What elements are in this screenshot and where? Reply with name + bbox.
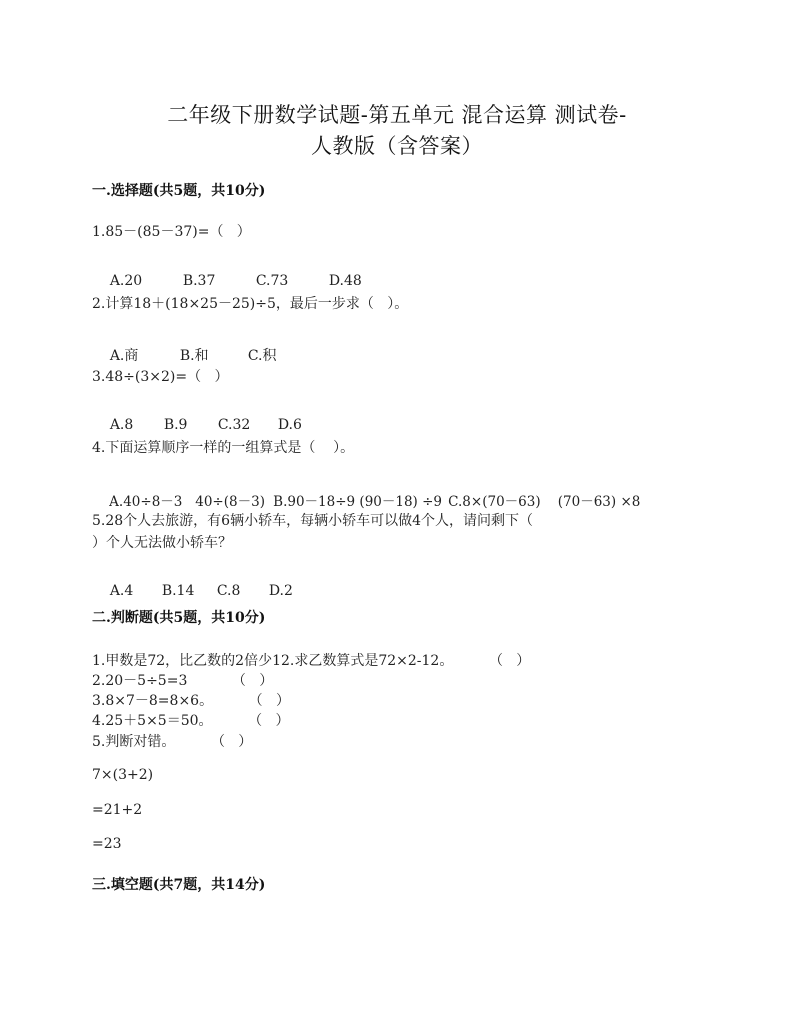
question-5-line-2: ）个人无法做小轿车？ [92,535,232,551]
judge-item-2: 2.20－5÷5=3 （ ） [92,673,274,689]
question-4: 4.下面运算顺序一样的一组算式是（ ）。 [92,440,355,456]
section-heading-choice: 一.选择题(共5题，共10分) [92,183,266,199]
calc-line-3: =23 [92,836,122,852]
option-c: C.32 [217,417,251,433]
option-c: C.8 [216,583,241,599]
option-a: A.4 [109,583,134,599]
option-a: A.商 [109,348,139,364]
calc-line-1: 7×(3+2) [92,767,154,783]
option-a: A.40÷8－3 40÷(8－3) [109,494,265,510]
option-b: B.90－18÷9 (90－18) ÷9 [273,494,443,510]
option-c: C.73 [255,273,289,289]
judge-item-5: 5.判断对错。 （ ） [92,734,253,750]
option-b: B.14 [161,583,195,599]
judge-item-3: 3.8×7－8=8×6。 （ ） [92,693,291,709]
option-d: D.6 [277,417,302,433]
page-title-line-2: 人教版（含答案） [311,134,483,158]
question-5-line-1: 5.28个人去旅游，有6辆小轿车，每辆小轿车可以做4个人，请问剩下（ [92,513,533,529]
option-a: A.20 [109,273,143,289]
judge-item-1: 1.甲数是72，比乙数的2倍少12.求乙数算式是72×2-12。 （ ） [92,653,531,669]
calc-line-2: =21+2 [92,802,143,818]
question-3: 3.48÷(3×2)=（ ） [92,369,229,385]
option-a: A.8 [109,417,134,433]
option-b: B.37 [182,273,216,289]
page-title-line-1: 二年级下册数学试题-第五单元 混合运算 测试卷- [167,103,627,127]
judge-item-4: 4.25＋5×5＝50。 （ ） [92,713,290,729]
section-heading-fill: 三.填空题(共7题，共14分) [92,877,266,893]
option-c: C.积 [247,348,277,364]
question-1: 1.85－(85－37)=（ ） [92,224,251,240]
option-c: C.8×(70－63) (70－63) ×8 [448,494,641,510]
option-d: D.2 [268,583,293,599]
option-d: D.48 [328,273,362,289]
question-2: 2.计算18＋(18×25－25)÷5，最后一步求（ ）。 [92,296,409,312]
option-b: B.9 [163,417,188,433]
section-heading-judge: 二.判断题(共5题，共10分) [92,610,266,626]
option-b: B.和 [179,348,209,364]
